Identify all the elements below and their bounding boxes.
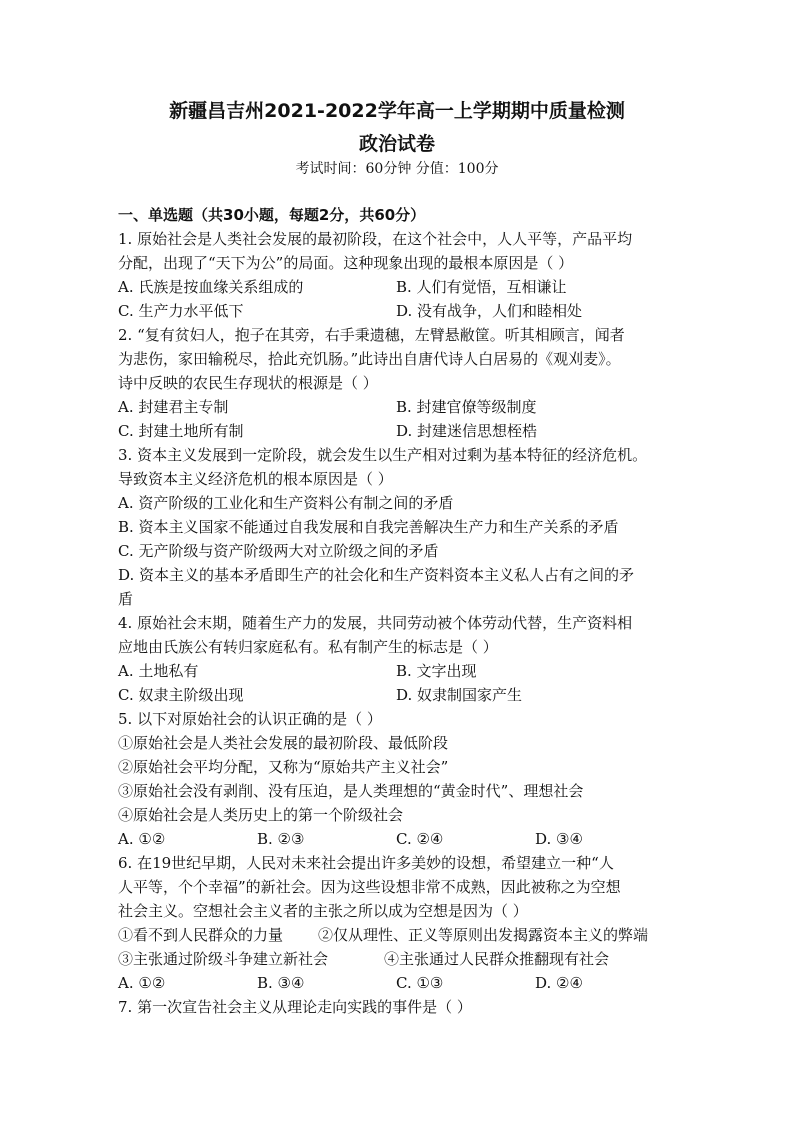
question-5-stem-line: 5. 以下对原始社会的认识正确的是（ ） — [118, 710, 382, 728]
question-3-option-b: B. 资本主义国家不能通过自我发展和自我完善解决生产力和生产关系的矛盾 — [118, 518, 619, 536]
question-2-option-b: B. 封建官僚等级制度 — [396, 398, 537, 416]
question-7-stem-line: 7. 第一次宣告社会主义从理论走向实践的事件是（ ） — [118, 998, 472, 1016]
question-6-statement: ②仅从理性、正义等原则出发揭露资本主义的弊端 — [318, 926, 649, 944]
question-1-option-a: A. 氏族是按血缘关系组成的 — [118, 278, 304, 296]
question-5-statement: ①原始社会是人类社会发展的最初阶段、最低阶段 — [118, 734, 449, 752]
question-4-option-c: C. 奴隶主阶级出现 — [118, 686, 244, 704]
question-2-stem-line: 为悲伤，家田输税尽，拾此充饥肠。”此诗出自唐代诗人白居易的《观刈麦》。 — [118, 350, 621, 368]
question-6-option-a: A. ①② — [118, 974, 166, 992]
question-6-statement: ④主张通过人民群众推翻现有社会 — [384, 950, 610, 968]
question-3-option-d-continued: 盾 — [118, 590, 134, 608]
question-6-stem-line: 人平等，个个幸福”的新社会。因为这些设想非常不成熟，因此被称之为空想 — [118, 878, 621, 896]
question-4-stem-line: 应地由氏族公有转归家庭私有。私有制产生的标志是（ ） — [118, 638, 498, 656]
question-2-option-c: C. 封建土地所有制 — [118, 422, 244, 440]
question-1-option-b: B. 人们有觉悟，互相谦让 — [396, 278, 567, 296]
question-6-option-c: C. ①③ — [396, 974, 444, 992]
question-4-option-b: B. 文字出现 — [396, 662, 477, 680]
question-1-option-d: D. 没有战争，人们和睦相处 — [396, 302, 583, 320]
question-6-option-b: B. ③④ — [257, 974, 305, 992]
exam-subtitle: 政治试卷 — [358, 133, 435, 155]
question-4-stem-line: 4. 原始社会末期，随着生产力的发展，共同劳动被个体劳动代替，生产资料相 — [118, 614, 633, 632]
question-2-stem-line: 2. “复有贫妇人，抱子在其旁，右手秉遗穗，左臂悬敝筐。听其相顾言，闻者 — [118, 326, 625, 344]
question-4-option-a: A. 土地私有 — [118, 662, 199, 680]
question-2-option-a: A. 封建君主专制 — [118, 398, 229, 416]
question-1-option-c: C. 生产力水平低下 — [118, 302, 244, 320]
question-5-option-d: D. ③④ — [535, 830, 583, 848]
question-2-stem-line: 诗中反映的农民生存现状的根源是（ ） — [118, 374, 378, 392]
exam-info: 考试时间：60分钟 分值：100分 — [295, 161, 499, 177]
question-6-stem-line: 社会主义。空想社会主义者的主张之所以成为空想是因为（ ） — [118, 902, 528, 920]
question-3-stem-line: 导致资本主义经济危机的根本原因是（ ） — [118, 470, 393, 488]
question-3-option-c: C. 无产阶级与资产阶级两大对立阶级之间的矛盾 — [118, 542, 439, 560]
question-3-option-a: A. 资产阶级的工业化和生产资料公有制之间的矛盾 — [118, 494, 454, 512]
section-heading: 一、单选题（共30小题，每题2分，共60分） — [118, 206, 426, 224]
question-4-option-d: D. 奴隶制国家产生 — [396, 686, 523, 704]
question-3-stem-line: 3. 资本主义发展到一定阶段，就会发生以生产相对过剩为基本特征的经济危机。 — [118, 446, 648, 464]
question-3-option-d: D. 资本主义的基本矛盾即生产的社会化和生产资料资本主义私人占有之间的矛 — [118, 566, 635, 584]
question-6-statement: ③主张通过阶级斗争建立新社会 — [118, 950, 329, 968]
question-2-option-d: D. 封建迷信思想桎梏 — [396, 422, 538, 440]
question-5-statement: ④原始社会是人类历史上的第一个阶级社会 — [118, 806, 404, 824]
question-5-option-b: B. ②③ — [257, 830, 305, 848]
question-6-option-d: D. ②④ — [535, 974, 583, 992]
question-5-statement: ③原始社会没有剥削、没有压迫，是人类理想的“黄金时代”、理想社会 — [118, 782, 584, 800]
exam-title: 新疆昌吉州2021-2022学年高一上学期期中质量检测 — [169, 100, 625, 122]
question-5-option-c: C. ②④ — [396, 830, 444, 848]
question-5-statement: ②原始社会平均分配，又称为“原始共产主义社会” — [118, 758, 449, 776]
question-6-stem-line: 6. 在19世纪早期，人民对未来社会提出许多美妙的设想，希望建立一种“人 — [118, 854, 614, 872]
question-6-statement: ①看不到人民群众的力量 — [118, 926, 284, 944]
question-1-stem-line: 分配，出现了“天下为公”的局面。这种现象出现的最根本原因是（ ） — [118, 254, 574, 272]
question-1-stem-line: 1. 原始社会是人类社会发展的最初阶段，在这个社会中，人人平等，产品平均 — [118, 230, 633, 248]
question-5-option-a: A. ①② — [118, 830, 166, 848]
